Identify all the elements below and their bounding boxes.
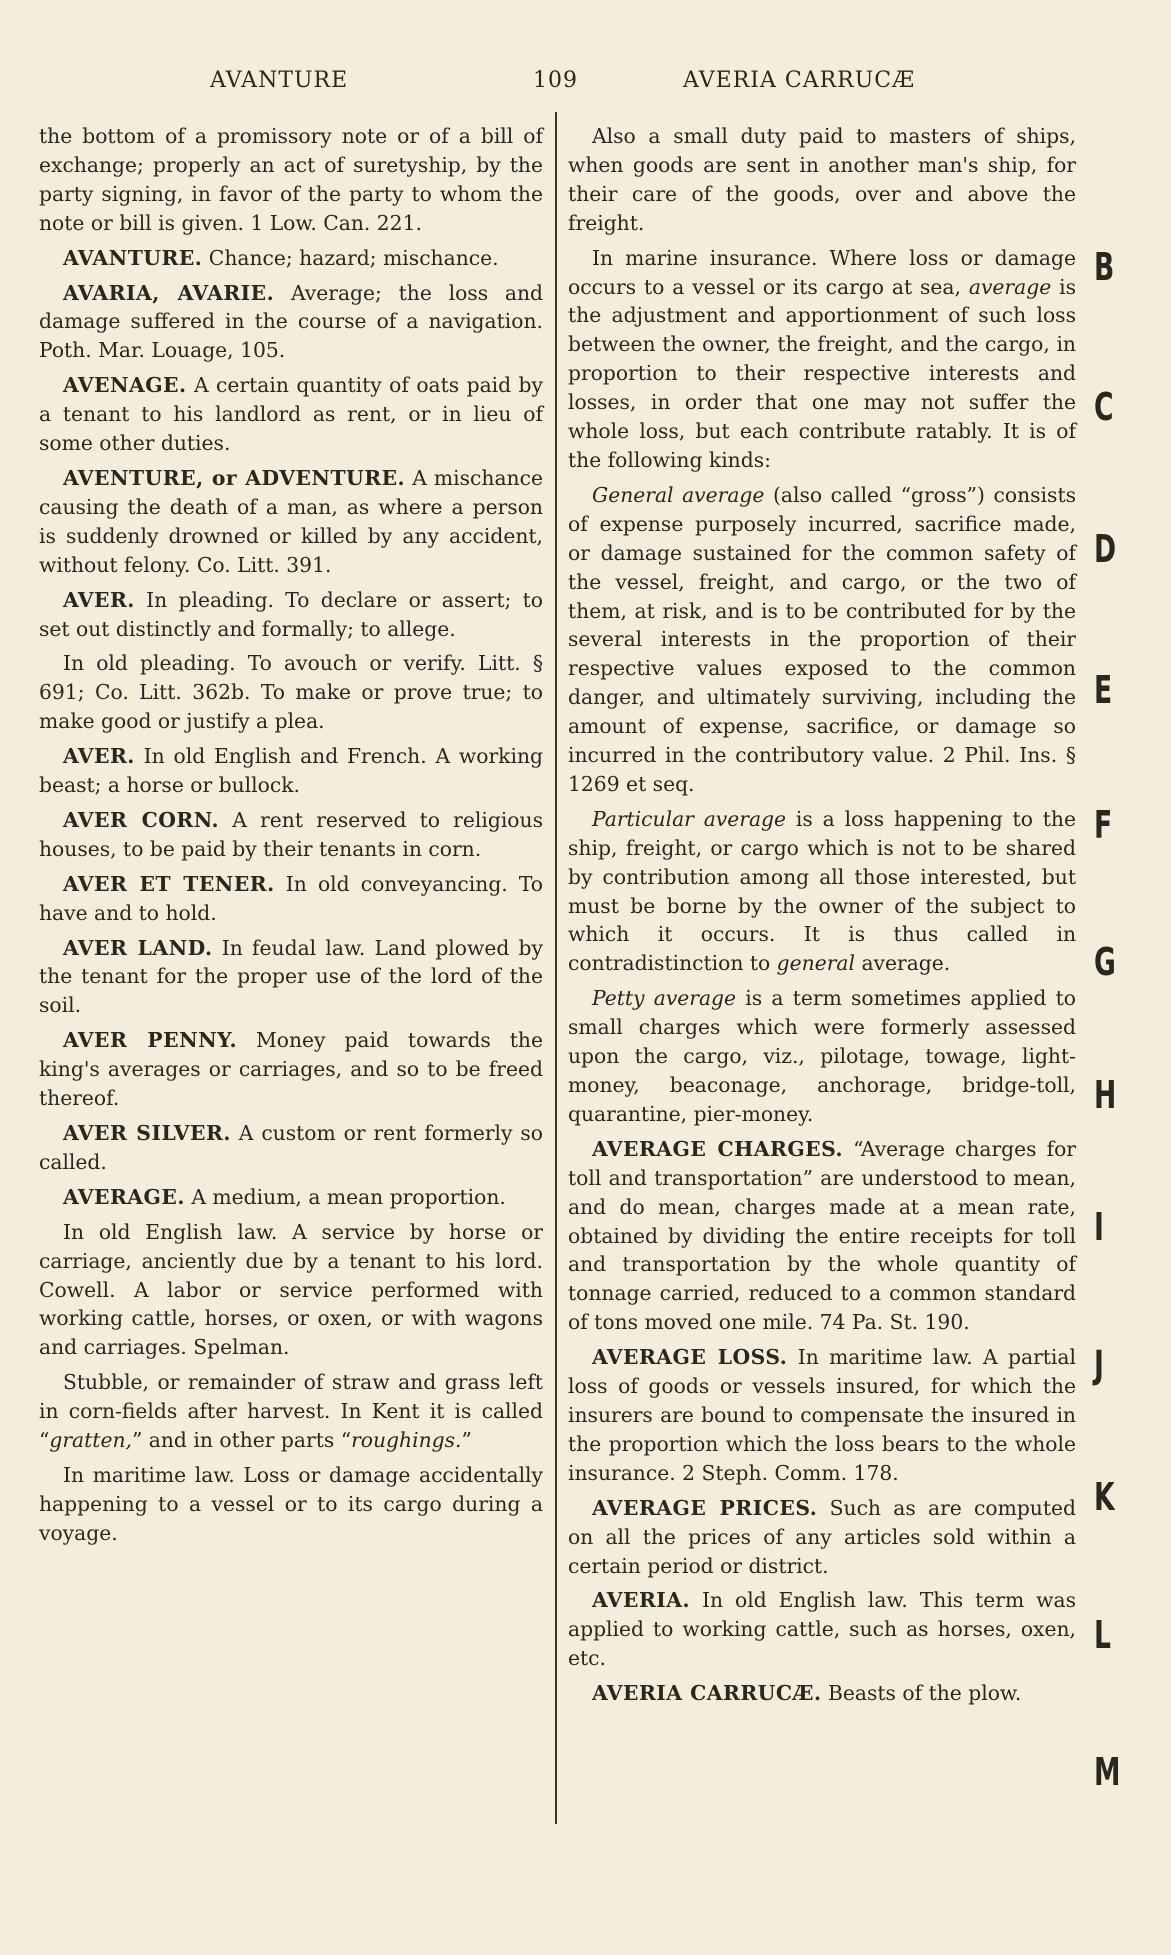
definition: In maritime law. A partial loss of goods or vessels insured, for which the insurers are bound to compensate the insured in the proportion which the loss bears to the whole insurance. 2 Steph. Comm. 178. — [568, 1345, 1077, 1485]
text-run: ” — [461, 1428, 472, 1453]
thumb-index-i: I — [1094, 1205, 1104, 1249]
italic-term: general — [776, 951, 855, 976]
italic-term: gratten, — [49, 1428, 132, 1453]
particular-average-paragraph — [568, 805, 1076, 978]
header-left-guideword: AVANTURE — [210, 68, 349, 93]
headword: AVANTURE. — [63, 245, 203, 270]
entry-average-maritime: In maritime law. Loss or damage accidentally happening to a vessel or to its cargo during a voyage. — [39, 1462, 543, 1545]
definition: Such as are computed on all the prices of any articles sold within a certain period or district. — [568, 1495, 1077, 1578]
definition: A mischance causing the death of a man, as where a person is suddenly drowned or killed by any accident, without felony. Co. Litt. 391. — [39, 465, 543, 577]
headword: AVENTURE, or ADVENTURE. — [63, 465, 406, 490]
headword: AVERIA CARRUCÆ. — [592, 1681, 822, 1706]
entry-aver-penny — [39, 1026, 543, 1113]
headword: AVER ET TENER. — [63, 871, 275, 896]
italic-term: Particular average — [592, 806, 787, 831]
headword: AVER CORN. — [63, 807, 220, 832]
entry-aver-et-tener — [39, 870, 543, 928]
general-average-paragraph — [568, 481, 1076, 799]
text-run: (also called “gross”) consists of expense purposely incurred, sacrifice made, or damage sustained for the common safety of the vessel, freight, and cargo, or the two of them, at risk, and is to be contributed for by the several interests in the proportion of their respective values exposed to the common danger, and ultimately surviving, including the amount of expense, sacrifice, or damage so incurred in the contributory value. 2 Phil. Ins. § 1269 et seq. — [568, 482, 1076, 796]
text-run: is a loss happening to the ship, freight, or cargo which is not to be shared by contribution among all those interested, but must be borne by the owner of the subject to which it occurs. It is thus called in contradistinction to — [568, 806, 1076, 976]
entry-aventure — [39, 464, 543, 580]
entry-average-prices — [568, 1494, 1076, 1581]
italic-term: Petty average — [592, 986, 737, 1011]
thumb-index-f: F — [1094, 803, 1113, 847]
headword: AVERIA. — [592, 1588, 691, 1613]
text-run: average. — [855, 951, 951, 976]
definition: A custom or rent formerly so called. — [39, 1121, 543, 1174]
entry-aver-beast — [39, 742, 543, 800]
thumb-index-m: M — [1094, 1750, 1121, 1794]
thumb-index-d: D — [1094, 527, 1117, 571]
definition: In feudal law. Land plowed by the tenant for the proper use of the lord of the soil. — [39, 935, 543, 1018]
thumb-index-j: J — [1094, 1343, 1104, 1387]
headword: AVERAGE PRICES. — [592, 1495, 818, 1520]
running-header — [0, 68, 1171, 100]
definition: In old conveyancing. To have and to hold. — [39, 871, 543, 925]
definition: A rent reserved to religious houses, to be paid by their tenants in corn. — [39, 807, 543, 861]
entry-averia — [568, 1586, 1076, 1673]
definition: In pleading. To declare or assert; to set out distinctly and formally; to allege. — [39, 587, 543, 641]
entry-avanture — [39, 244, 543, 273]
headword: AVARIA, AVARIE. — [63, 280, 275, 305]
petty-average-paragraph — [568, 984, 1076, 1129]
definition: In old English law. This term was applied to working cattle, such as horses, oxen, etc. — [568, 1588, 1076, 1671]
definition: A medium, a mean proportion. — [184, 1184, 506, 1209]
headword: AVENAGE. — [63, 373, 187, 398]
definition: Chance; hazard; mischance. — [202, 245, 499, 270]
average-duty-paragraph: Also a small duty paid to masters of ships, when goods are sent in another man's ship, for their care of the goods, over and above the freight. — [568, 124, 1076, 235]
definition: A certain quantity of oats paid by a tenant to his landlord as rent, or in lieu of some other duties. — [39, 373, 543, 456]
headword: AVERAGE. — [63, 1184, 185, 1209]
entry-aver-land — [39, 934, 543, 1021]
definition: Money paid towards the king's averages or carriages, and so to be freed thereof. — [39, 1028, 543, 1111]
entry-aver-pleading — [39, 586, 543, 644]
right-column — [568, 122, 1076, 1714]
definition: “Average charges for toll and transportation” are understood to mean, and do mean, charges made at a mean rate, obtained by dividing the entire receipts for toll and transportation by the whole quantity of tonnage carried, reduced to a common standard of tons moved one mile. 74 Pa. St. 190. — [568, 1136, 1076, 1335]
headword: AVERAGE LOSS. — [592, 1345, 788, 1370]
entry-average-loss — [568, 1343, 1076, 1488]
headword: AVERAGE CHARGES. — [592, 1136, 844, 1161]
italic-term: roughings. — [351, 1428, 462, 1453]
text-run: Stubble, or remainder of straw and grass left in corn-fields after harvest. In Kent it is called “ — [39, 1370, 543, 1453]
thumb-index-h: H — [1094, 1073, 1117, 1117]
entry-aver-silver — [39, 1119, 543, 1177]
left-column — [39, 122, 543, 1554]
entry-average — [39, 1183, 543, 1212]
headword: AVER LAND. — [63, 935, 213, 960]
entry-aver-old-pleading: In old pleading. To avouch or verify. Litt. § 691; Co. Litt. 362b. To make or prove true; to make good or justify a plea. — [39, 651, 543, 734]
thumb-index-c: C — [1094, 385, 1114, 429]
text-run: In marine insurance. Where loss or damage occurs to a vessel or its cargo at sea, — [568, 245, 1076, 299]
italic-term: General average — [592, 482, 765, 507]
entry-aver-corn — [39, 806, 543, 864]
thumb-index-k: K — [1094, 1475, 1115, 1519]
page-number: 109 — [533, 68, 578, 93]
headword: AVER SILVER. — [63, 1121, 231, 1145]
italic-term: average — [968, 274, 1052, 299]
thumb-index-e: E — [1094, 668, 1113, 712]
text-run: ” and in other parts “ — [131, 1428, 352, 1453]
marine-insurance-paragraph — [568, 244, 1076, 475]
entry-average-old-english: In old English law. A service by horse or carriage, anciently due by a tenant to his lord. Cowell. A labor or service performed with working cattle, horses, or oxen, or with wagons and carriages. Spelman. — [39, 1219, 543, 1360]
definition: Average; the loss and damage suffered in the course of a navigation. Poth. Mar. Louage, 105. — [39, 280, 544, 363]
headword: AVER. — [63, 744, 135, 769]
thumb-index-b: B — [1094, 245, 1115, 289]
entry-averia-carrucae — [568, 1679, 1076, 1708]
header-right-guideword: AVERIA CARRUCÆ — [683, 68, 916, 93]
entry-avaria — [39, 279, 543, 366]
headword: AVER PENNY. — [63, 1028, 238, 1053]
definition: Beasts of the plow. — [821, 1681, 1022, 1706]
entry-avenage — [39, 371, 543, 458]
entry-average-charges — [568, 1135, 1076, 1337]
entry-average-stubble — [39, 1368, 543, 1455]
text-run: is a term sometimes applied to small charges which were formerly assessed upon the cargo, viz., pilotage, towage, light-money, beaconage, anchorage, bridge-toll, quarantine, pier-money. — [568, 986, 1076, 1126]
text-run: is the adjustment and apportionment of such loss between the owner, the freight, and the cargo, in proportion to their respective interests and losses, in order that one may not suffer the whole loss, but each contribute ratably. It is of the following kinds: — [568, 274, 1076, 472]
continued-paragraph: the bottom of a promissory note or of a bill of exchange; properly an act of suretyship, by the party signing, in favor of the party to whom the note or bill is given. 1 Low. Can. 221. — [39, 124, 543, 235]
column-divider — [555, 112, 557, 1824]
definition: In old English and French. A working beast; a horse or bullock. — [39, 744, 543, 798]
thumb-index-l: L — [1094, 1613, 1111, 1657]
thumb-index-g: G — [1094, 940, 1116, 984]
headword: AVER. — [63, 587, 135, 612]
